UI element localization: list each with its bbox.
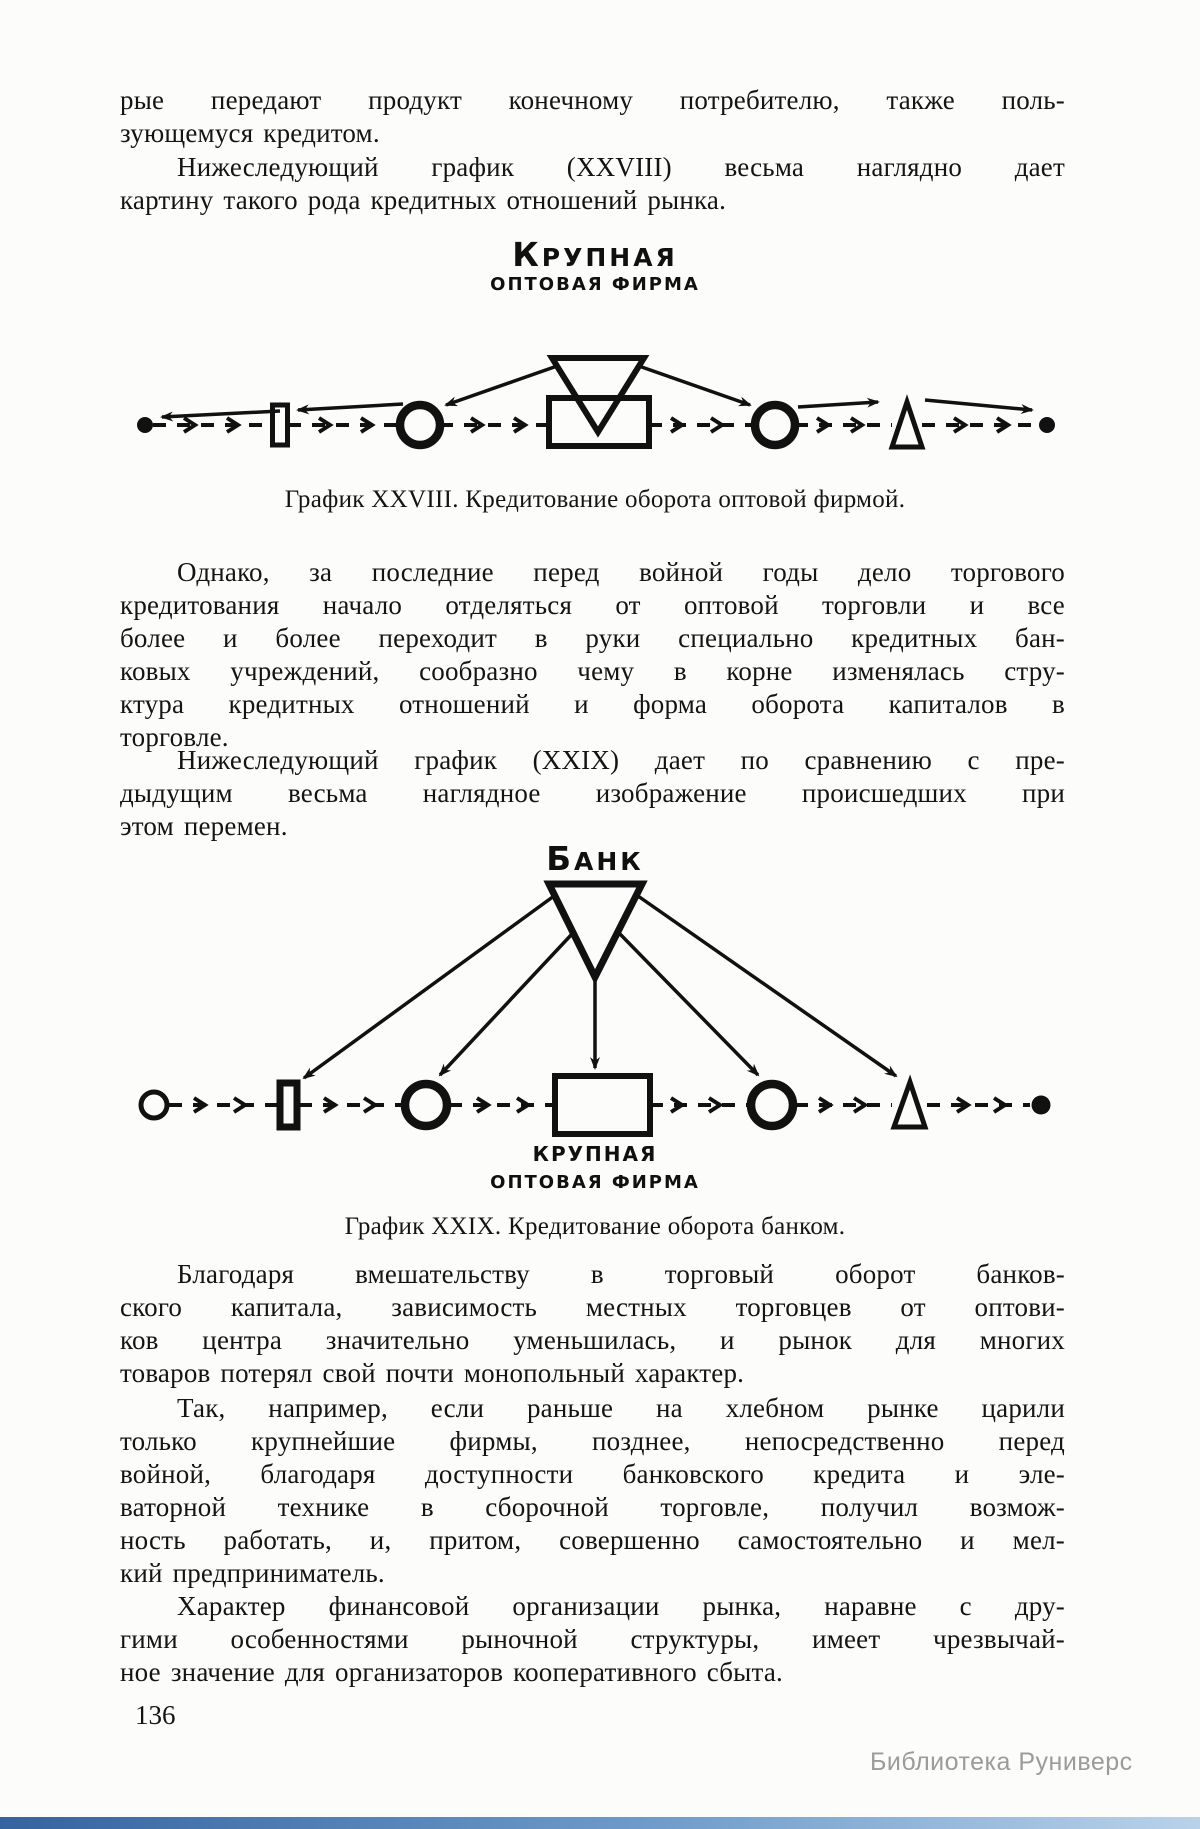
- text-line: войной, благодаря доступности банковского кредита и эле-: [120, 1459, 1065, 1489]
- paragraph-1: [120, 84, 1065, 150]
- middleman-ring-right-icon: [755, 405, 795, 445]
- text-line: кий предприниматель.: [120, 1558, 385, 1588]
- text-line: зующемуся кредитом.: [120, 118, 380, 148]
- paragraph-2: [120, 151, 1065, 217]
- text-line: Нижеследующий график (XXVIII) весьма наглядно дает: [177, 152, 1065, 182]
- figure28-title-line2: ОПТОВАЯ ФИРМА: [490, 274, 700, 295]
- page-number: 136: [135, 1700, 176, 1730]
- retailer-square-icon: [280, 1083, 297, 1127]
- text-line: Нижеследующий график (XXIX) дает по сравнению с пре-: [177, 745, 1065, 775]
- producer-circle-icon: [141, 1092, 167, 1118]
- text-line: рые передают продукт конечному потребителю, также поль-: [120, 85, 1065, 115]
- retailer-triangle-icon: [892, 402, 922, 447]
- text-line: ное значение для организаторов кооперативного сбыта.: [120, 1657, 783, 1687]
- library-watermark: Библиотека Руниверс: [870, 1748, 1133, 1776]
- text-line: Однако, за последние перед войной годы дело торгового: [177, 557, 1065, 587]
- text-line: дыдущим весьма наглядное изображение происшедших при: [120, 778, 1065, 808]
- figure28-title-line1: КРУПНАЯ: [512, 236, 678, 274]
- text-line: этом перемен.: [120, 811, 288, 841]
- consumer-dot-icon: [1032, 1096, 1051, 1115]
- figure29-caption: График XXIX. Кредитование оборота банком.: [344, 1213, 846, 1240]
- paragraph-5: [120, 1258, 1065, 1390]
- text-line: ков центра значительно уменьшилась, и рынок для многих: [120, 1325, 1065, 1355]
- text-line: гими особенностями рыночной структуры, имеет чрезвычай-: [120, 1624, 1065, 1654]
- text-line: более и более переходит в руки специально кредитных бан-: [120, 623, 1065, 653]
- consumer-dot-left-icon: [137, 417, 153, 433]
- text-line: ность работать, и, притом, совершенно самостоятельно и мел-: [120, 1525, 1065, 1555]
- figure29-title: БАНК: [546, 840, 644, 878]
- figure29-diagram: [120, 874, 1070, 1140]
- figure28-diagram: [120, 352, 1070, 464]
- bank-symbol: [549, 884, 642, 977]
- paragraph-6: [120, 1392, 1065, 1590]
- figure29-label-line1: КРУПНАЯ: [532, 1142, 658, 1166]
- text-line: торговле.: [120, 722, 229, 752]
- scan-bottom-bar: [0, 1817, 1200, 1829]
- figure28-caption: График XXVIII. Кредитование оборота оптовой фирмой.: [284, 486, 906, 513]
- middleman-ring-left-icon: [405, 1084, 447, 1126]
- text-line: товаров потерял свой почти монопольный характер.: [120, 1358, 745, 1388]
- figure29-label-line2: ОПТОВАЯ ФИРМА: [490, 1172, 700, 1193]
- consumer-dot-right-icon: [1039, 417, 1055, 433]
- text-line: ктура кредитных отношений и форма оборота капиталов в: [120, 689, 1065, 719]
- text-line: Благодаря вмешательству в торговый оборот банков-: [177, 1259, 1065, 1289]
- text-line: Характер финансовой организации рынка, наравне с дру-: [177, 1591, 1065, 1621]
- paragraph-3: [120, 556, 1065, 754]
- text-line: ваторной технике в сборочной торговле, получил возмож-: [120, 1492, 1065, 1522]
- wholesale-firm-symbol: [549, 358, 649, 446]
- text-line: только крупнейшие фирмы, позднее, непосредственно перед: [120, 1426, 1065, 1456]
- paragraph-4: [120, 744, 1065, 843]
- retailer-triangle-icon: [894, 1082, 925, 1127]
- middleman-ring-left-icon: [400, 405, 440, 445]
- text-line: картину такого рода кредитных отношений рынка.: [120, 185, 727, 215]
- paragraph-7: [120, 1590, 1065, 1689]
- text-line: Так, например, если раньше на хлебном рынке царили: [177, 1393, 1065, 1423]
- text-line: кредитования начало отделяться от оптовой торговли и все: [120, 590, 1065, 620]
- middleman-ring-right-icon: [751, 1084, 793, 1126]
- text-line: ского капитала, зависимость местных торговцев от оптови-: [120, 1292, 1065, 1322]
- text-line: ковых учреждений, сообразно чему в корне изменялась стру-: [120, 656, 1065, 686]
- wholesale-firm-box: [555, 1076, 650, 1134]
